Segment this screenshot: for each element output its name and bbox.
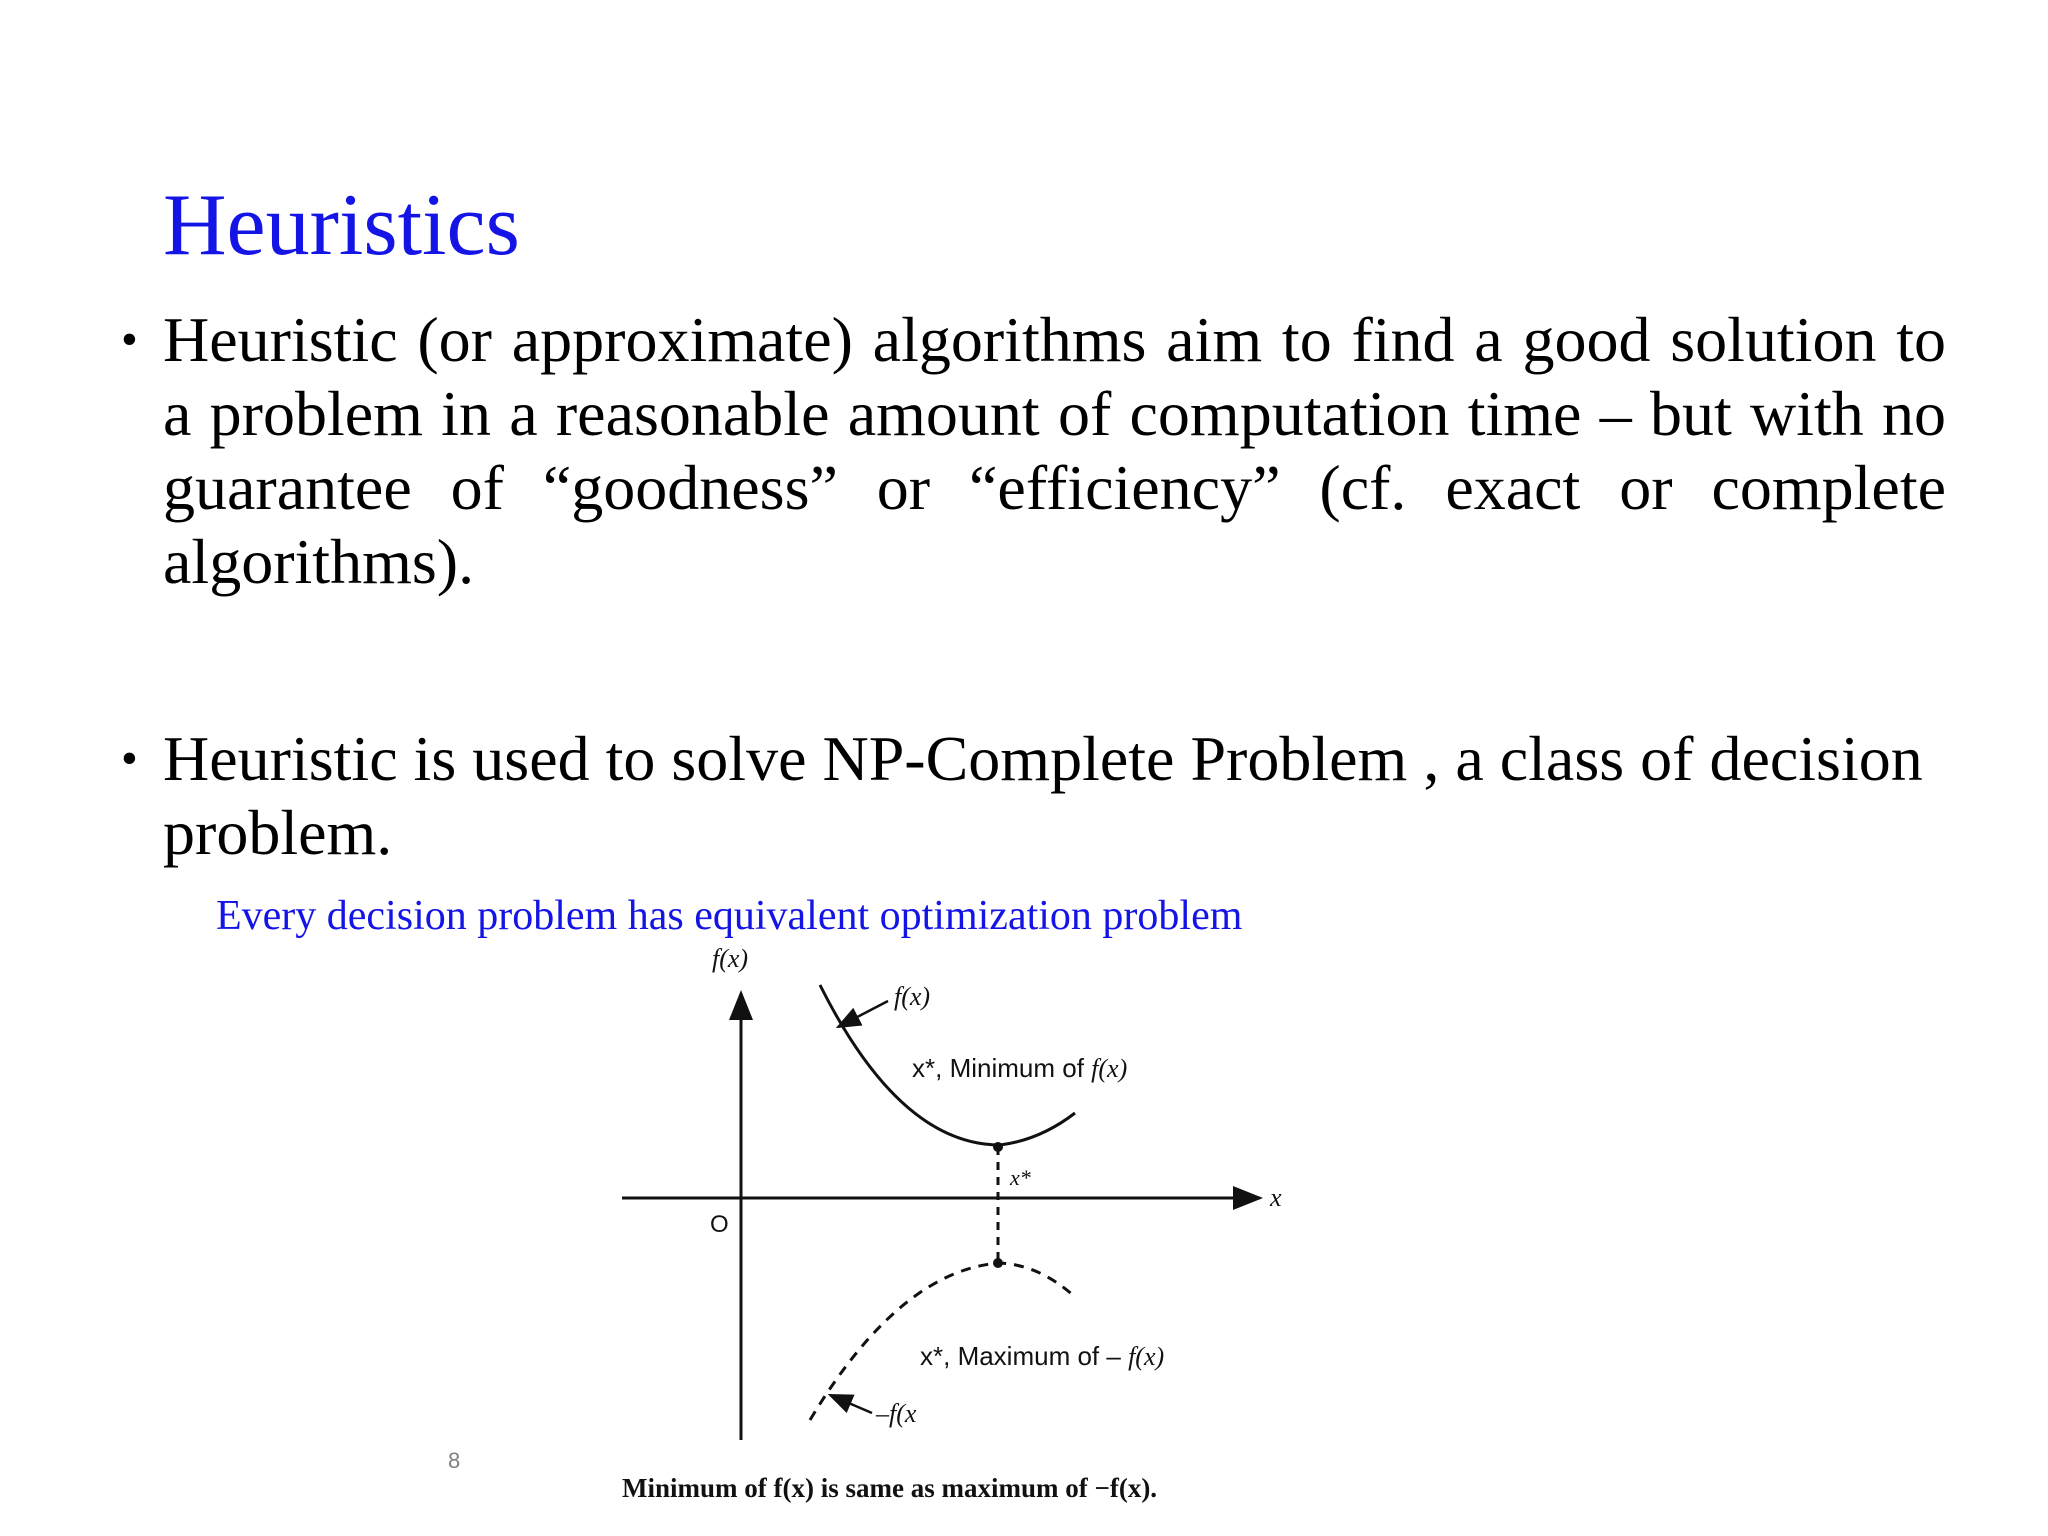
y-axis-label: f(x) xyxy=(712,944,749,973)
bullet-icon: • xyxy=(121,313,138,366)
bullet-item-1 xyxy=(121,303,1946,599)
min-label: x*, Minimum of f(x) xyxy=(912,1053,1128,1083)
neg-fx-curve-label: –f(x xyxy=(876,1399,917,1428)
fx-pointer xyxy=(838,1001,888,1027)
origin-label: O xyxy=(710,1211,729,1238)
min-point xyxy=(993,1142,1003,1152)
max-label: x*, Maximum of – f(x) xyxy=(920,1341,1165,1371)
bullet-item-2 xyxy=(121,722,1946,870)
xstar-label: x* xyxy=(1010,1165,1031,1190)
fx-curve-label: f(x) xyxy=(894,982,931,1011)
bullet-icon: • xyxy=(121,732,138,785)
subnote: Every decision problem has equivalent optimization problem xyxy=(216,893,1243,939)
bullet-text-1: Heuristic (or approximate) algorithms aim to find a good solution to a problem in a reasonable amount of computation time – but with no guarantee of “goodness” or “efficiency” (cf. exact or complete algorithms). xyxy=(163,304,1946,597)
min-max-figure xyxy=(600,935,1320,1515)
page-number: 8 xyxy=(448,1448,461,1473)
x-axis-label: x xyxy=(1270,1183,1282,1212)
bullet-text-2: Heuristic is used to solve NP-Complete Problem , a class of decision problem. xyxy=(163,723,1923,868)
neg-fx-pointer xyxy=(830,1395,872,1413)
figure-caption: Minimum of f(x) is same as maximum of −f(x). xyxy=(622,1473,1158,1503)
slide-title: Heuristics xyxy=(163,177,520,274)
max-point xyxy=(993,1258,1003,1268)
